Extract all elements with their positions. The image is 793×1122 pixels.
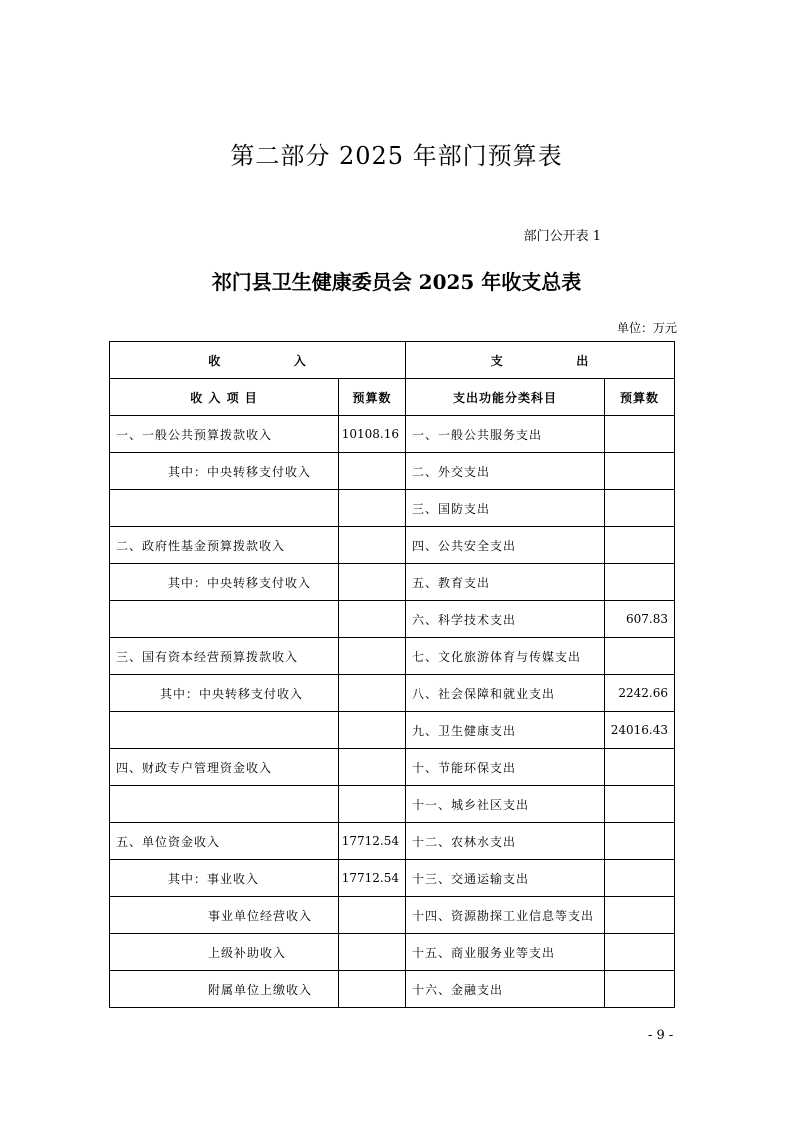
expense-item: 九、卫生健康支出 [406,712,605,749]
expense-item: 五、教育支出 [406,564,605,601]
income-amount-header: 预算数 [339,379,406,416]
table-row [110,416,675,453]
expense-amount: 24016.43 [605,712,675,749]
expense-item: 三、国防支出 [406,490,605,527]
income-amount [339,971,406,1008]
table-row [110,934,675,971]
income-amount: 17712.54 [339,860,406,897]
expense-item: 十四、资源勘探工业信息等支出 [406,897,605,934]
income-item: 事业单位经营收入 [110,897,339,934]
expense-amount [605,860,675,897]
expense-amount [605,527,675,564]
income-amount [339,638,406,675]
table-row [110,823,675,860]
income-amount [339,453,406,490]
expense-amount-header: 预算数 [605,379,675,416]
income-item: 附属单位上缴收入 [110,971,339,1008]
expense-amount [605,971,675,1008]
income-item [110,786,339,823]
expense-item: 七、文化旅游体育与传媒支出 [406,638,605,675]
expense-amount: 2242.66 [605,675,675,712]
table-row [110,527,675,564]
income-item-header: 收 入 项 目 [110,379,339,416]
expense-item-header: 支出功能分类科目 [406,379,605,416]
income-amount [339,897,406,934]
expense-item: 十、节能环保支出 [406,749,605,786]
expense-item: 十五、商业服务业等支出 [406,934,605,971]
income-amount [339,527,406,564]
expense-section-header: 支 出 [406,342,675,379]
table-row [110,860,675,897]
budget-summary-table [109,341,675,1008]
expense-amount [605,749,675,786]
expense-item: 二、外交支出 [406,453,605,490]
table-title: 祁门县卫生健康委员会 2025 年收支总表 [211,270,582,294]
expense-amount [605,638,675,675]
income-item: 其中：中央转移支付收入 [110,564,339,601]
expense-item: 十六、金融支出 [406,971,605,1008]
income-amount [339,749,406,786]
table-row [110,897,675,934]
income-amount [339,601,406,638]
expense-amount [605,564,675,601]
table-row [110,749,675,786]
table-row [110,675,675,712]
income-amount [339,712,406,749]
expense-item: 六、科学技术支出 [406,601,605,638]
column-header-row [110,379,675,416]
income-item: 五、单位资金收入 [110,823,339,860]
income-amount [339,564,406,601]
table-row [110,490,675,527]
income-item: 其中：事业收入 [110,860,339,897]
expense-item: 十一、城乡社区支出 [406,786,605,823]
income-amount [339,934,406,971]
form-number: 部门公开表 1 [523,229,601,244]
income-item [110,601,339,638]
income-item: 其中：中央转移支付收入 [110,453,339,490]
expense-amount [605,897,675,934]
income-item: 四、财政专户管理资金收入 [110,749,339,786]
expense-amount [605,786,675,823]
table-row [110,564,675,601]
expense-item: 一、一般公共服务支出 [406,416,605,453]
expense-amount: 607.83 [605,601,675,638]
unit-label: 单位：万元 [616,321,677,335]
income-amount: 17712.54 [339,823,406,860]
income-item: 三、国有资本经营预算拨款收入 [110,638,339,675]
page-number: - 9 - [648,1028,674,1043]
expense-amount [605,453,675,490]
expense-amount [605,934,675,971]
table-row [110,971,675,1008]
income-item [110,712,339,749]
section-header-row [110,342,675,379]
income-item: 一、一般公共预算拨款收入 [110,416,339,453]
expense-amount [605,823,675,860]
income-amount: 10108.16 [339,416,406,453]
table-row [110,453,675,490]
expense-amount [605,490,675,527]
income-item: 二、政府性基金预算拨款收入 [110,527,339,564]
expense-item: 四、公共安全支出 [406,527,605,564]
expense-item: 十三、交通运输支出 [406,860,605,897]
table-row [110,786,675,823]
expense-amount [605,416,675,453]
table-row [110,638,675,675]
table-row [110,601,675,638]
income-amount [339,675,406,712]
income-amount [339,490,406,527]
table-row [110,712,675,749]
income-amount [339,786,406,823]
income-item [110,490,339,527]
income-section-header: 收 入 [110,342,406,379]
income-item: 上级补助收入 [110,934,339,971]
expense-item: 十二、农林水支出 [406,823,605,860]
expense-item: 八、社会保障和就业支出 [406,675,605,712]
income-item: 其中：中央转移支付收入 [110,675,339,712]
page-title: 第二部分 2025 年部门预算表 [230,142,563,170]
